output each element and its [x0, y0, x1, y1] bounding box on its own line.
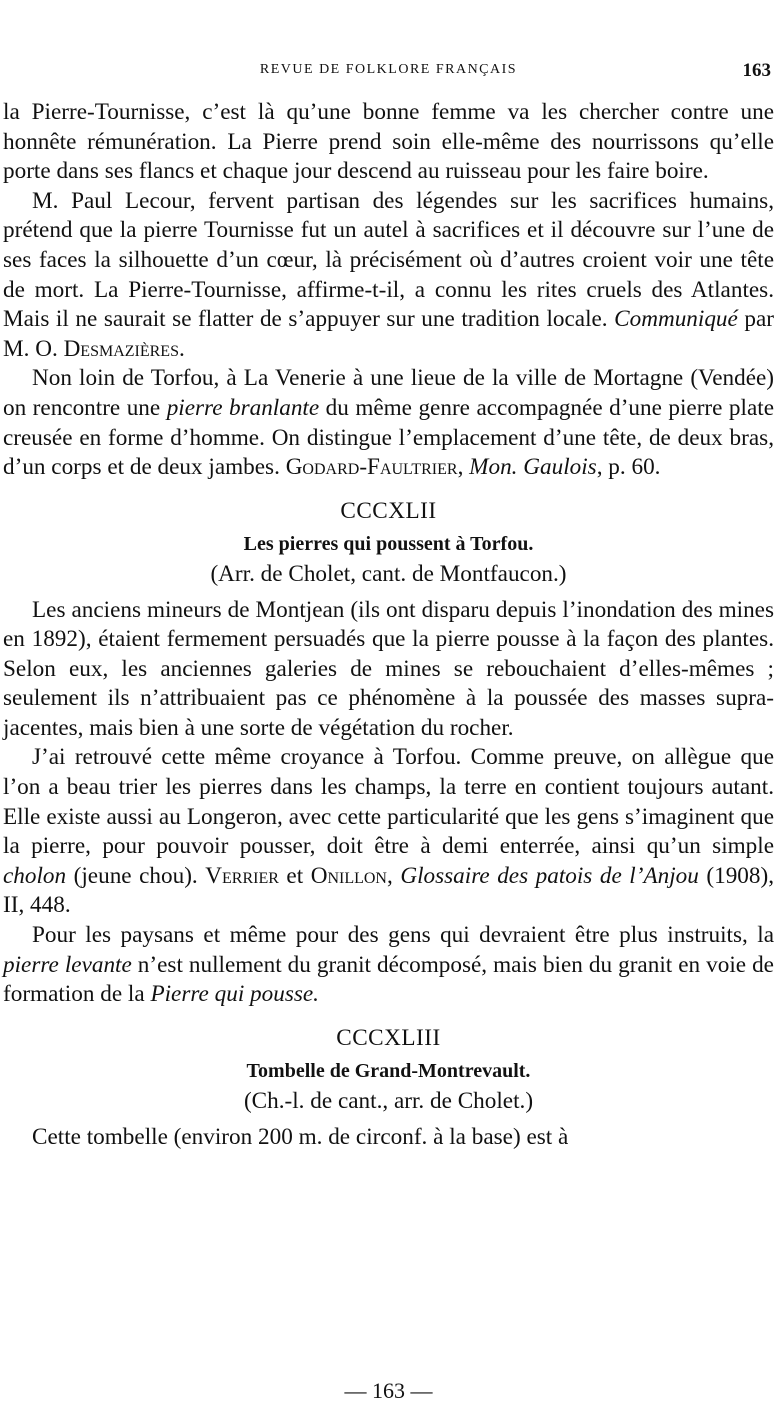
paragraph-5-d: (1908), II, 448. [3, 862, 775, 919]
running-header [0, 60, 777, 88]
paragraph-5-and: et [278, 862, 311, 889]
paragraph-3-work: Mon. Gaulois [469, 454, 597, 481]
paragraph-5-c: , [387, 862, 401, 889]
paragraph-2-end: . [178, 335, 185, 362]
paragraph-2 [3, 187, 774, 365]
paragraph-1: la Pierre-Tournisse, c’est là qu’une bonne femme va les chercher contre une honnête rémunération. La Pierre prend soin elle-même des nourrissons qu’elle porte dans ses flancs et chaque jour descend au ruisseau pour les faire boire. [3, 99, 774, 185]
paragraph-3-a: Non loin de Torfou, à La Venerie à une lieue de la ville de Mortagne (Vendée) on rencontre une [3, 365, 774, 421]
section-343-number: CCCXLIII [336, 1024, 441, 1051]
section-342-location: (Arr. de Cholet, cant. de Montfaucon.) [210, 560, 567, 587]
paragraph-6-a: Pour les paysans et même pour des gens qui devraient être plus instruits, la [32, 922, 774, 949]
paragraph-5 [3, 743, 774, 921]
paragraph-5-b: (jeune chou). [66, 862, 206, 889]
paragraph-3-author: Godard-Faultrier [285, 454, 458, 481]
paragraph-6-italic-2: Pierre qui pousse. [150, 981, 319, 1008]
paragraph-3-b: du même genre accompagnée d’une pierre plate creusée en forme d’homme. On distingue l’emplacement d’une tête, de deux bras, d’un corps et de deux jambes. [3, 394, 774, 481]
paragraph-5-italic: cholon [3, 862, 67, 889]
section-342-title: Les pierres qui poussent à Torfou. [243, 533, 534, 556]
paragraph-2-text: M. Paul Lecour, fervent partisan des légendes sur les sacrifices humains, prétend que la pierre Tournisse fut un autel à sacrifices et il découvre sur l’une de ses faces la silhouette d’un cœur, là précisément où d’autres croient voir une tête de mort. La Pierre-Tournisse, affirme-t-il, a connu les rites cruels des Atlantes. Mais il ne saurait se flatter de s’appuyer sur une tradition locale. [3, 187, 774, 333]
paragraph-5-a: J’ai retrouvé cette même croyance à Torfou. Comme preuve, on allègue que l’on a beau trier les pierres dans les champs, la terre en contient toujours autant. Elle existe aussi au Longeron, avec cette particularité que les gens s’imaginent que la pierre, pour pouvoir pousser, doit être à demi enterrée, ainsi qu’un simple [3, 744, 774, 860]
paragraph-3-italic: pierre branlante [166, 394, 320, 421]
paragraph-2-italic: Communiqué [614, 306, 738, 333]
section-343-location: (Ch.-l. de cant., arr. de Cholet.) [243, 1088, 534, 1114]
page-folio: — 163 — [344, 1378, 433, 1403]
journal-title: REVUE DE FOLKLORE FRANÇAIS [259, 62, 518, 77]
section-342-number: CCCXLII [340, 497, 437, 524]
paragraph-4: Les anciens mineurs de Montjean (ils ont disparu depuis l’inondation des mines en 1892), étaient fermement persuadés que la pierre pousse à la façon des plantes. Selon eux, les anciennes galeries de mines se rebouchaient d’elles-mêmes ; seulement ils n’attribuaient pas ce phénomène à la poussée des masses supra-jacentes, mais bien à une sorte de végétation du rocher. [3, 596, 774, 741]
paragraph-5-author-1: Verrier [205, 862, 279, 889]
paragraph-7: Cette tombelle (environ 200 m. de circonf. à la base) est à [32, 1123, 569, 1150]
paragraph-5-work: Glossaire des patois de l’Anjou [400, 862, 699, 889]
section-343-title: Tombelle de Grand-Montrevault. [246, 1060, 531, 1083]
paragraph-6-b: n’est nullement du granit décomposé, mais bien du granit en voie de formation de la [3, 951, 774, 1008]
paragraph-2-author: Desmazières [63, 335, 179, 362]
paragraph-6-italic-1: pierre levante [3, 951, 132, 978]
page-number: 163 [742, 60, 771, 81]
paragraph-3 [3, 364, 774, 482]
paragraph-2-mid: par M. O. [3, 306, 774, 362]
paragraph-3-d: , p. 60. [596, 454, 661, 481]
paragraph-6 [3, 921, 774, 1010]
paragraph-3-c: , [457, 454, 470, 481]
paragraph-5-author-2: Onillon [310, 862, 387, 889]
page-body [3, 98, 774, 1152]
